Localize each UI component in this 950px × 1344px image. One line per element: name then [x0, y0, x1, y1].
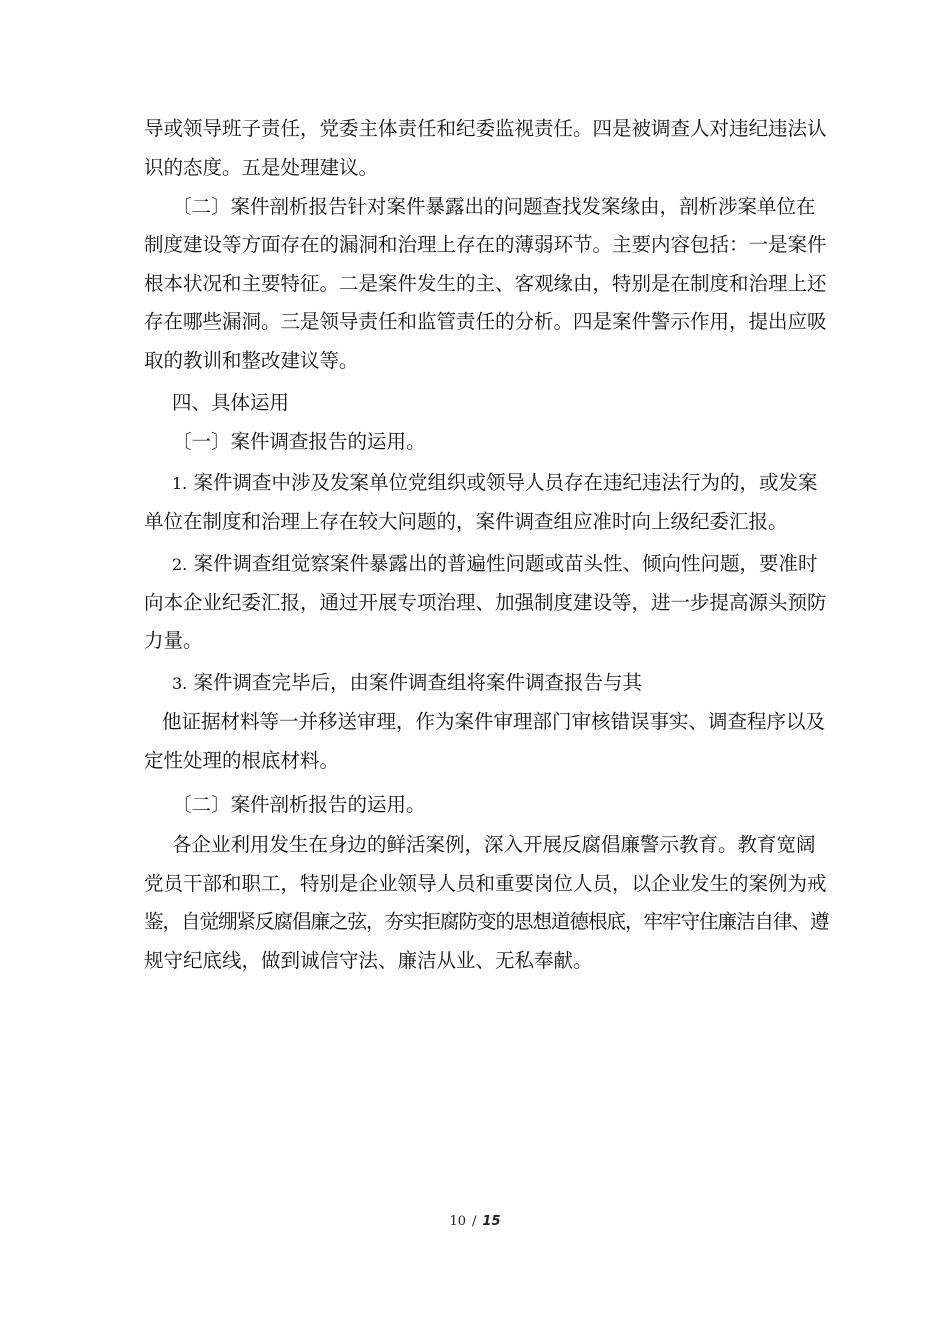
page-number [0, 1214, 950, 1230]
section-heading: 〔二〕案件剖析报告针对案件暴露出的问题查找发案缘由，剖析涉案单位在 [172, 195, 816, 218]
paragraph-line: 向本企业纪委汇报，通过开展专项治理、加强制度建设等，进一步提高源头预防 [144, 591, 827, 614]
section-heading: 〔二〕案件剖析报告的运用。 [172, 793, 426, 816]
section-heading: 四、具体运用 [172, 391, 290, 414]
paragraph-line: 党员干部和职工，特别是企业领导人员和重要岗位人员，以企业发生的案例为戒 [144, 872, 827, 895]
paragraph-line: 鉴，自觉绷紧反腐倡廉之弦，夯实拒腐防变的思想道德根底，牢牢守住廉洁自律、遵 [144, 910, 829, 933]
paragraph-line: 定性处理的根底材料。 [144, 749, 340, 772]
paragraph-line: 各企业利用发生在身边的鲜活案例，深入开展反腐倡廉警示教育。教育宽阔 [172, 833, 816, 856]
paragraph-line: 单位在制度和治理上存在较大问题的，案件调查组应准时向上级纪委汇报。 [144, 510, 788, 533]
page-separator: / [472, 1214, 477, 1229]
paragraph-line: 制度建设等方面存在的漏洞和治理上存在的薄弱环节。主要内容包括：一是案件 [144, 233, 827, 256]
list-item [172, 470, 817, 497]
list-item [172, 551, 817, 578]
paragraph-line: 取的教训和整改建议等。 [144, 349, 359, 372]
paragraph-line: 规守纪底线，做到诚信守法、廉洁从业、无私奉献。 [144, 949, 593, 972]
paragraph-line: 他证据材料等一并移送审理，作为案件审理部门审核错误事实、调查程序以及 [162, 710, 826, 733]
list-item-text: 案件调查组觉察案件暴露出的普遍性问题或苗头性、倾向性问题，要准时 [193, 552, 818, 575]
current-page: 10 [449, 1214, 467, 1229]
section-heading: 〔一〕案件调查报告的运用。 [172, 430, 426, 453]
paragraph-line: 存在哪些漏洞。三是领导责任和监管责任的分析。四是案件警示作用，提出应吸 [144, 310, 827, 333]
list-number: 1. [172, 474, 188, 493]
list-item-text: 案件调查完毕后，由案件调查组将案件调查报告与其 [193, 671, 642, 694]
list-item [172, 670, 642, 697]
paragraph-line: 导或领导班子责任，党委主体责任和纪委监视责任。四是被调查人对违纪违法认 [144, 117, 827, 140]
paragraph-line: 识的态度。五是处理建议。 [144, 156, 379, 179]
list-number: 2. [172, 555, 188, 574]
paragraph-line: 根本状况和主要特征。二是案件发生的主、客观缘由，特别是在制度和治理上还 [144, 272, 827, 295]
paragraph-line: 力量。 [144, 629, 203, 652]
list-item-text: 案件调查中涉及发案单位党组织或领导人员存在违纪违法行为的，或发案 [193, 471, 818, 494]
list-number: 3. [172, 674, 188, 693]
total-pages: 15 [482, 1214, 501, 1229]
